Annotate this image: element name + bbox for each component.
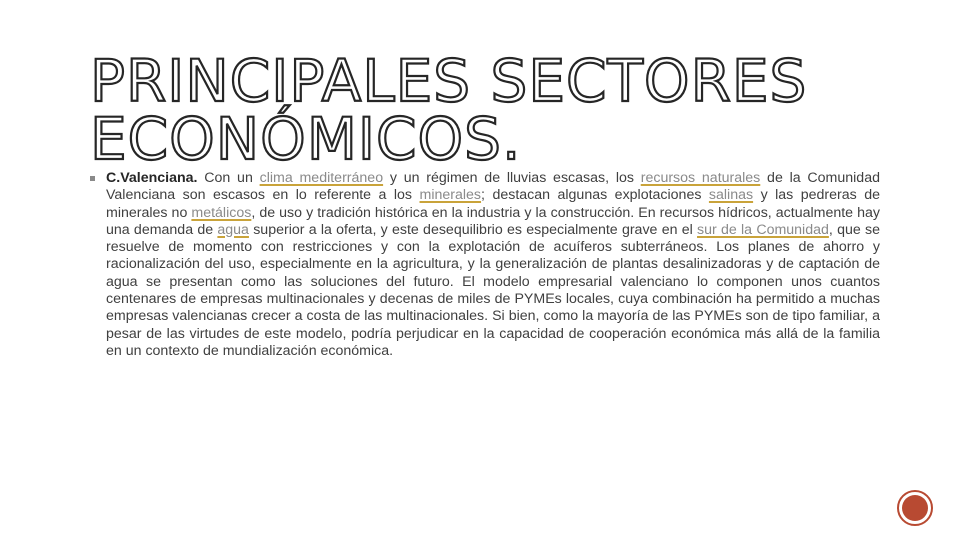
hyperlink[interactable]: sur de la Comunidad — [697, 221, 829, 238]
paragraph-text: y las pedreras de minerales no — [106, 187, 880, 221]
hyperlink[interactable]: recursos naturales — [640, 170, 761, 186]
slide-number-badge-icon — [897, 490, 933, 526]
hyperlink[interactable]: clima mediterráneo — [259, 170, 384, 186]
hyperlink[interactable]: salinas — [708, 187, 754, 204]
content-block — [90, 170, 880, 360]
paragraph-text: , de uso y tradición histórica en la industria y la construcción. En recursos hídricos, actualmente hay una demanda de — [106, 204, 880, 238]
hyperlink[interactable]: metálicos — [191, 204, 252, 221]
bullet-icon — [90, 176, 95, 181]
paragraph-text: y un régimen de lluvias escasas, los — [383, 170, 641, 186]
slide-title-line-1: PRINCIPALES SECTORES — [90, 47, 808, 115]
content-heading: C.Valenciana. — [106, 170, 198, 186]
slide-title-line-2: ECONÓMICOS. — [90, 105, 522, 173]
hyperlink[interactable]: agua — [217, 221, 249, 238]
paragraph-text: ; destacan algunas explotaciones — [481, 187, 709, 204]
paragraph-text: de la Comunidad Valenciana son escasos en lo referente a los — [106, 170, 880, 204]
paragraph-text: superior a la oferta, y este desequilibrio es especialmente grave en el — [248, 221, 698, 238]
content-paragraph — [106, 170, 880, 360]
slide-number-badge-inner — [902, 495, 928, 521]
paragraph-text: Con un — [197, 170, 260, 186]
paragraph-text: , que se resuelve de momento con restricciones y con la explotación de acuíferos subterráneos. Los planes de ahorro y racionalización del uso, especialmente en la agricultura, y la generalización de plantas desalinizadoras y de captación de agua se presentan como las soluciones del futuro. El modelo empresarial valenciano lo componen unos cuantos centenares de empresas multinacionales y decenas de miles de PYMEs locales, cuya combinación ha permitido a muchas empresas valencianas crecer a costa de las multinacionales. Si bien, como la mayoría de las PYMEs son de tipo familiar, a pesar de las virtudes de este modelo, podría perjudicar en la capacidad de cooperación económica más allá de la familia en un contexto de mundialización económica. — [106, 221, 880, 359]
hyperlink[interactable]: minerales — [419, 187, 482, 204]
slide-title — [90, 47, 870, 173]
